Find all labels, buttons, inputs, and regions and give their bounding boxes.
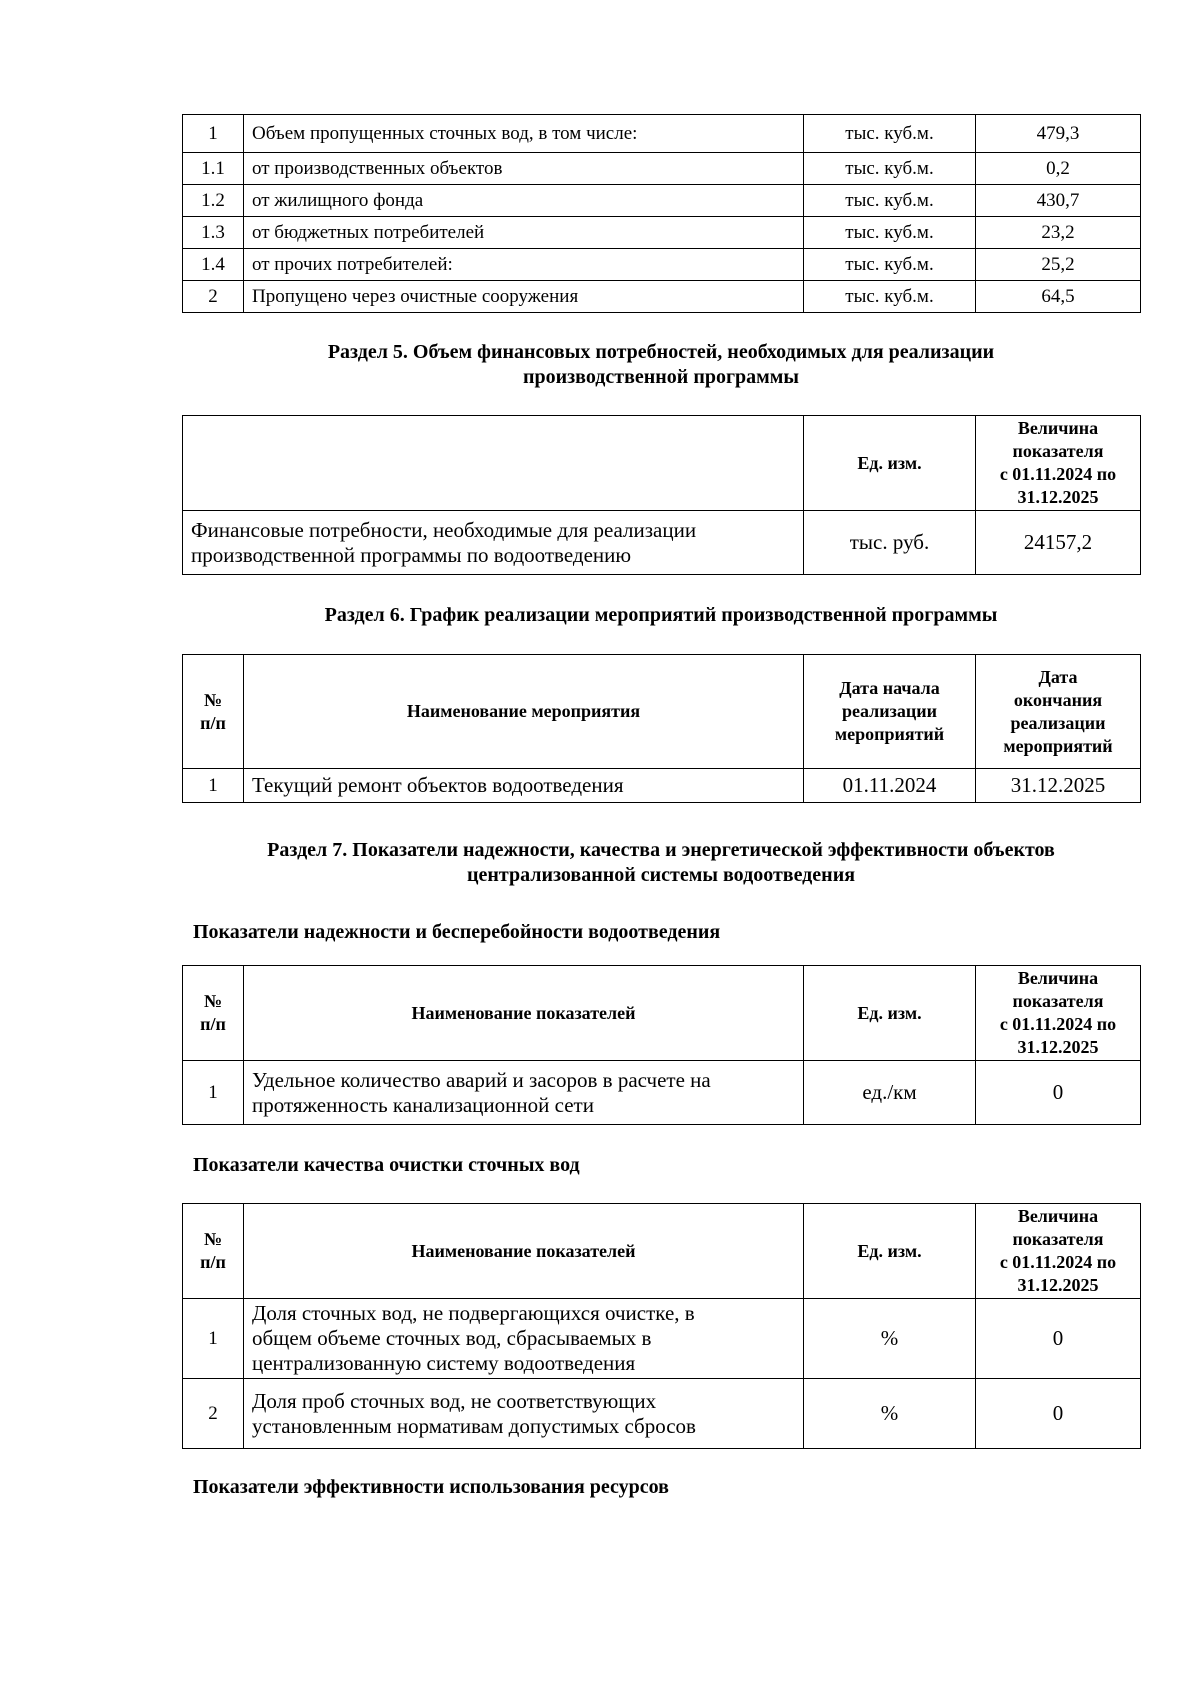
row-name: от бюджетных потребителей [244, 217, 804, 249]
header-unit: Ед. изм. [804, 966, 976, 1061]
table-header-row [183, 1204, 1141, 1299]
header-end-line: Дата [1038, 666, 1078, 687]
header-num-line: № [203, 689, 223, 710]
row-unit: тыс. руб. [804, 511, 976, 575]
header-unit: Ед. изм. [804, 416, 976, 511]
header-name: Наименование показателей [244, 1204, 804, 1299]
table-row [183, 511, 1141, 575]
row-value: 0,2 [976, 153, 1141, 185]
row-name: от прочих потребителей: [244, 249, 804, 281]
row-value: 430,7 [976, 185, 1141, 217]
section5-title [182, 340, 1140, 390]
row-number: 1.2 [183, 185, 244, 217]
table-row [183, 1061, 1141, 1125]
header-value-line: Величина [1017, 968, 1099, 988]
reliability-subtitle: Показатели надежности и бесперебойности водоотведения [193, 921, 721, 943]
row-name-line: протяженность канализационной сети [252, 1092, 594, 1117]
row-name-line: Удельное количество аварий и засоров в расчете на [252, 1067, 711, 1092]
efficiency-subtitle: Показатели эффективности использования ресурсов [193, 1476, 669, 1498]
row-number: 1.4 [183, 249, 244, 281]
row-number: 1 [183, 115, 244, 153]
header-end-line: мероприятий [1003, 735, 1113, 756]
header-num-line: п/п [200, 1252, 226, 1272]
header-value-line: с 01.11.2024 по [999, 1014, 1117, 1034]
header-num-line: п/п [200, 712, 226, 733]
header-value [976, 416, 1141, 511]
reliability-table [182, 965, 1141, 1125]
header-empty-cell [183, 416, 804, 511]
table-row [183, 115, 1141, 153]
row-value: 479,3 [976, 115, 1141, 153]
header-value-line: 31.12.2025 [1017, 1037, 1099, 1057]
header-num-line: № [203, 991, 223, 1011]
header-start-line: реализации [842, 701, 937, 721]
row-unit: тыс. куб.м. [804, 115, 976, 153]
row-name-line: Доля сточных вод, не подвергающихся очистке, в [252, 1301, 695, 1325]
row-value: 0 [976, 1379, 1141, 1449]
quality-table [182, 1203, 1141, 1449]
row-number: 2 [183, 1379, 244, 1449]
row-name-line: общем объеме сточных вод, сбрасываемых в [252, 1326, 652, 1350]
header-num [183, 655, 244, 769]
row-value: 64,5 [976, 281, 1141, 313]
row-value: 25,2 [976, 249, 1141, 281]
row-unit: тыс. куб.м. [804, 153, 976, 185]
section5-title-line2: производственной программы [522, 366, 800, 388]
header-value [976, 1204, 1141, 1299]
row-number: 1.3 [183, 217, 244, 249]
row-unit: тыс. куб.м. [804, 249, 976, 281]
table-row [183, 249, 1141, 281]
row-value: 0 [976, 1299, 1141, 1379]
header-value-line: Величина [1017, 1206, 1099, 1226]
row-name [244, 1061, 804, 1125]
header-value-line: Величина [1017, 418, 1099, 438]
row-number: 1.1 [183, 153, 244, 185]
header-name: Наименование мероприятия [244, 655, 804, 769]
table-row [183, 185, 1141, 217]
row-name [244, 1379, 804, 1449]
row-unit: % [804, 1299, 976, 1379]
header-start-line: мероприятий [834, 724, 945, 744]
wastewater-volume-table [182, 114, 1141, 313]
header-num [183, 966, 244, 1061]
header-value-line: показателя [1012, 991, 1104, 1011]
row-name [183, 511, 804, 575]
header-num [183, 1204, 244, 1299]
section7-title-line2: централизованной системы водоотведения [466, 864, 856, 886]
row-name [244, 1299, 804, 1379]
row-name: от жилищного фонда [244, 185, 804, 217]
row-number: 1 [183, 1299, 244, 1379]
header-start-line: Дата начала [839, 678, 940, 698]
row-name: Объем пропущенных сточных вод, в том числе: [244, 115, 804, 153]
header-end-date [976, 655, 1141, 769]
header-end-line: окончания [1013, 689, 1103, 710]
header-num-line: № [203, 1229, 223, 1249]
row-unit: тыс. куб.м. [804, 281, 976, 313]
header-name: Наименование показателей [244, 966, 804, 1061]
row-name-line: производственной программы по водоотведению [191, 542, 632, 567]
section6-title: Раздел 6. График реализации мероприятий производственной программы [324, 604, 998, 626]
row-name: Текущий ремонт объектов водоотведения [244, 769, 804, 803]
table-header-row [183, 966, 1141, 1061]
row-unit: % [804, 1379, 976, 1449]
header-value-line: показателя [1012, 441, 1104, 461]
table-row [183, 1299, 1141, 1379]
table-row [183, 217, 1141, 249]
header-value [976, 966, 1141, 1061]
header-num-line: п/п [200, 1014, 226, 1034]
row-start-date: 01.11.2024 [804, 769, 976, 803]
row-name-line: централизованную систему водоотведения [252, 1351, 636, 1375]
row-name: от производственных объектов [244, 153, 804, 185]
row-number: 1 [183, 769, 244, 803]
row-name-line: Доля проб сточных вод, не соответствующих [252, 1388, 657, 1413]
row-unit: ед./км [804, 1061, 976, 1125]
section7-title-line1: Раздел 7. Показатели надежности, качества и энергетической эффективности объектов [267, 839, 1055, 861]
header-value-line: с 01.11.2024 по [999, 464, 1117, 484]
schedule-table [182, 654, 1141, 803]
table-header-row [183, 416, 1141, 511]
header-start-date [804, 655, 976, 769]
row-value: 0 [976, 1061, 1141, 1125]
row-number: 1 [183, 1061, 244, 1125]
row-name-line: установленным нормативам допустимых сбросов [252, 1413, 696, 1438]
header-value-line: 31.12.2025 [1017, 1275, 1099, 1295]
row-unit: тыс. куб.м. [804, 217, 976, 249]
quality-subtitle: Показатели качества очистки сточных вод [193, 1154, 580, 1176]
row-value: 23,2 [976, 217, 1141, 249]
row-name: Пропущено через очистные сооружения [244, 281, 804, 313]
header-value-line: с 01.11.2024 по [999, 1252, 1117, 1272]
header-end-line: реализации [1010, 712, 1106, 733]
header-value-line: 31.12.2025 [1017, 487, 1099, 507]
section5-title-line1: Раздел 5. Объем финансовых потребностей, необходимых для реализации [327, 341, 995, 363]
table-header-row [183, 655, 1141, 769]
row-name-line: Финансовые потребности, необходимые для реализации [191, 517, 697, 542]
financial-needs-table [182, 415, 1141, 575]
table-row [183, 153, 1141, 185]
row-end-date: 31.12.2025 [976, 769, 1141, 803]
row-number: 2 [183, 281, 244, 313]
header-value-line: показателя [1012, 1229, 1104, 1249]
table-row [183, 1379, 1141, 1449]
table-row [183, 769, 1141, 803]
row-value: 24157,2 [976, 511, 1141, 575]
section7-title [182, 838, 1140, 888]
header-unit: Ед. изм. [804, 1204, 976, 1299]
row-unit: тыс. куб.м. [804, 185, 976, 217]
table-row [183, 281, 1141, 313]
